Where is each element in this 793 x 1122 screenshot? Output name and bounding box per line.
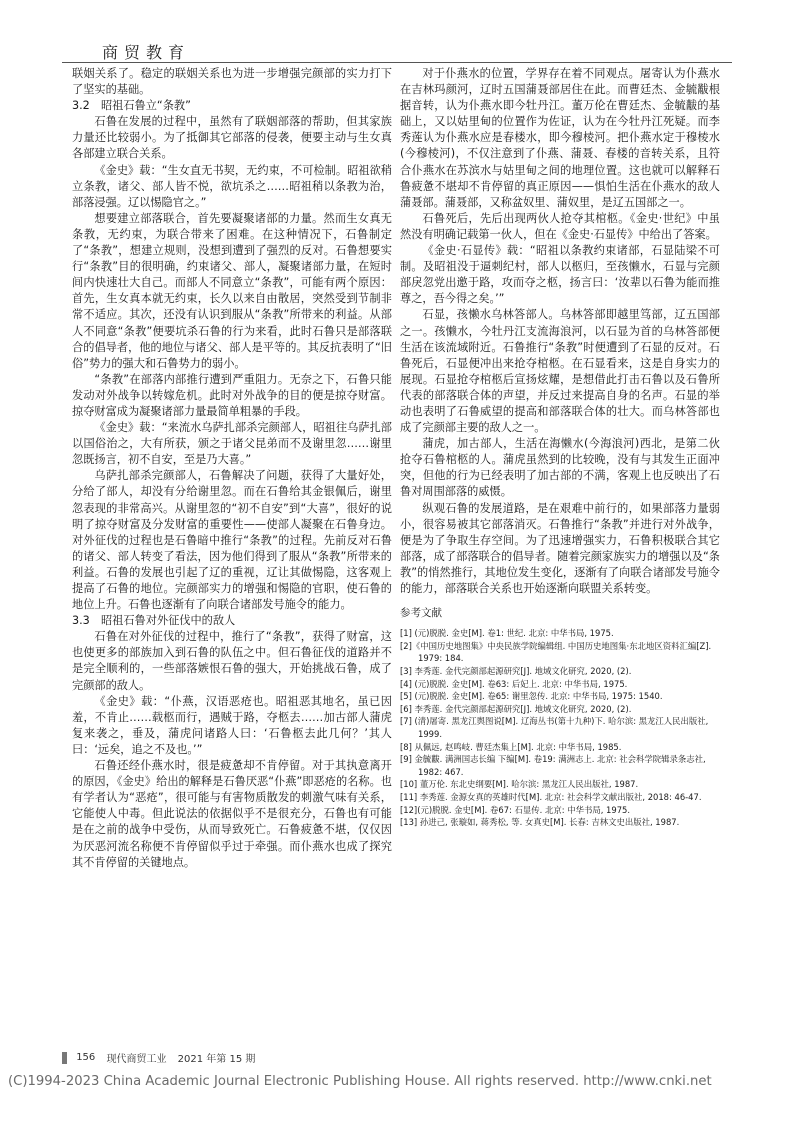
copyright-notice: (C)1994-2023 China Academic Journal Electronic Publishing House. All rights reserved. http://www.cnki.net: [8, 1074, 712, 1089]
paragraph: 想要建立部落联合，首先要凝聚诸部的力量。然而生女真无条教，无约束，为联合带来了困难。在这种情况下，石鲁制定了“条教”，想建立规则，没想到遭到了强烈的反对。石鲁想要实行“条教”目的很明确，约束诸父、部人，凝聚诸部力量，在短时间内快速壮大自己。而部人不同意立“条教”，可能有两个原因：首先，生女真本就无约束，长久以来自由散居，突然受到节制非常不适应。其次，还没有认识到服从“条教”所带来的利益。从部人不同意“条教”便要坑杀石鲁的行为来看，此时石鲁只是部落联合的倡导者，他的地位与诸父、部人是平等的。其反抗表明了“旧俗”势力的强大和石鲁势力的弱小。: [72, 211, 392, 370]
paragraph: “条教”在部落内部推行遭到严重阻力。无奈之下，石鲁只能发动对外战争以转嫁危机。此时对外战争的目的便是掠夺财富。掠夺财富成为凝聚诸部力量最简单粗暴的手段。: [72, 372, 392, 418]
reference-item: [4] (元)脱脱. 金史[M]. 卷63: 后妃上. 北京: 中华书局, 1975.: [400, 678, 628, 689]
references-list: [400, 627, 720, 829]
reference-item: [5] (元)脱脱. 金史[M]. 卷65: 谢里忽传. 北京: 中华书局, 1975: 1540.: [400, 691, 663, 702]
section-heading: 3.3 昭祖石鲁对外征伐中的敌人: [72, 614, 236, 628]
reference-item: [7] (清)屠寄. 黑龙江舆图说[M]. 辽海丛书(第十九种)下. 哈尔滨: 黑龙江人民出版社, 1999.: [400, 716, 709, 739]
journal-issue: 2021 年第 15 期: [177, 1054, 256, 1065]
reference-item: [9] 金毓黻. 满洲国志长编 下编[M]. 卷19: 满洲志上. 北京: 社会科学院辑录条志社, 1982: 467.: [400, 754, 706, 777]
reference-item: [12](元)脱脱. 金史[M]. 卷67: 石显传. 北京: 中华书局, 1975.: [400, 804, 631, 815]
reference-item: [2]《中国历史地图集》中央民族学院编辑组. 中国历史地图集·东北地区资料汇编[Z]. 1979: 184.: [400, 640, 712, 664]
header-rule: [62, 62, 732, 63]
reference-item: [3] 李秀莲. 金代完颜部起源研究[J]. 地域文化研究, 2020, (2).: [400, 665, 632, 676]
references-heading: 参考文献: [400, 607, 442, 620]
paragraph: 石鲁还经仆燕水时，很是疲惫却不肯停留。对于其执意离开的原因，《金史》给出的解释是石鲁厌恶“仆燕”即恶疮的名称。也有学者认为“恶疮”，很可能与有害物质散发的刺激气味有关系，它能使人中毒。但此说法的依据似乎不是很充分，石鲁也有可能是在之前的战争中受伤，从而导致死亡。石鲁疲惫不堪，仅仅因为厌恶河流名称便不肯停留似乎过于牵强。而仆燕水也成了探究其不肯停留的关键地点。: [72, 759, 392, 869]
reference-item: [1] (元)脱脱. 金史[M]. 卷1: 世纪. 北京: 中华书局, 1975.: [400, 628, 614, 639]
reference-item: [6] 李秀莲. 金代完颜部起源研究[J]. 地域文化研究, 2020, (2).: [400, 703, 632, 714]
right-column: [400, 66, 720, 829]
reference-item: [8] 从佩远, 赵鸣岐. 曹廷杰集上[M]. 北京: 中华书局, 1985.: [400, 741, 622, 752]
section-title: 商贸教育: [102, 43, 191, 62]
paragraph: 石鲁在对外征伐的过程中，推行了“条教”，获得了财富，这也使更多的部族加入到石鲁的队伍之中。但石鲁征伐的道路并不是完全顺利的，一些部落嫉恨石鲁的强大，开始挑战石鲁，成了完颜部的敌人。: [72, 630, 392, 692]
paragraph: 《金史·石显传》载：“昭祖以条教约束诸部，石显陆梁不可制。及昭祖没于逼刺纪村，部人以柩归，至孩懒水，石显与完颜部戾忽党出邀于路，攻而夺之柩，扬言曰：‘汝辈以石鲁为能而推尊之，吾今得之矣。’”: [400, 244, 720, 306]
footer-marker: [62, 1052, 67, 1064]
page-number: 156: [76, 1052, 96, 1063]
left-column: [72, 66, 392, 871]
paragraph: 纵观石鲁的发展道路，是在艰难中前行的，如果部落力量弱小，很容易被其它部落消灭。石鲁推行“条教”并进行对外战争，便是为了争取生存空间。为了迅速增强实力，石鲁积极联合其它部落，成了部落联合的倡导者。随着完颜家族实力的增强以及“条教”的悄然推行，其地位发生变化，逐渐有了向联合诸部发号施令的能力，部落联合关系也开始逐渐向联盟关系转变。: [400, 501, 720, 595]
paragraph: 石显，孩懒水乌林答部人。乌林答部即越里笃部，辽五国部之一。孩懒水，今牡丹江支流海浪河，以石显为首的乌林答部便生活在该流域附近。石鲁推行“条教”时便遭到了石显的反对。石鲁死后，石显便冲出来抢夺棺柩。在石显看来，这是自身实力的展现。石显抢夺棺柩后宣扬炫耀，是想借此打击石鲁以及石鲁所代表的部落联合体的声望，并反过来提高自身的名声。石显的举动也表明了石鲁威望的提高和部落联合体的壮大。而乌林答部也成了完颜部主要的敌人之一。: [400, 308, 720, 435]
paragraph: 石鲁死后，先后出现两伙人抢夺其棺柩。《金史·世纪》中虽然没有明确记载第一伙人，但在《金史·石显传》中给出了答案。: [400, 211, 720, 241]
page-footer: [62, 1050, 382, 1065]
journal-name: 现代商贸工业: [106, 1054, 167, 1065]
paragraph: 乌萨扎部杀完颜部人，石鲁解决了问题，获得了大量好处，分给了部人，却没有分给谢里忽。而在石鲁给其金银佩后，谢里忽表现的非常高兴。从谢里忽的“初不自安”到“大喜”，很好的说明了掠夺财富及分发财富的重要性——使部人凝聚在石鲁身边。对外征伐的过程也是石鲁暗中推行“条教”的过程。先前反对石鲁的诸父、部人转变了看法，因为他们得到了服从“条教”所带来的利益。石鲁的发展也引起了辽的重视，辽让其做惕隐，这客观上提高了石鲁的地位。完颜部实力的增强和惕隐的官职，使石鲁的地位上升。石鲁也逐渐有了向联合诸部发号施令的能力。: [72, 469, 392, 612]
running-header: [62, 36, 732, 66]
section-heading: 3.2 昭祖石鲁立“条教”: [72, 99, 191, 113]
reference-item: [10] 董万伦. 东北史纲要[M]. 哈尔滨: 黑龙江人民出版社, 1987.: [400, 779, 639, 790]
paragraph: 石鲁在发展的过程中，虽然有了联姻部落的帮助，但其家族力量还比较弱小。为了抵御其它部落的侵袭，便要主动与生女真各部建立联合关系。: [72, 115, 392, 161]
paragraph: 《金史》载：“仆燕，汉语恶疮也。昭祖恶其地名，虽已因羞，不肯止……载柩而行，遇贼于路，夺柩去……加古部人蒲虎复来袭之，垂及，蒲虎问诸路人曰：‘石鲁柩去此几何？’其人曰：‘远矣，追之不及也。’”: [72, 694, 392, 756]
paragraph: 《金史》载：“生女直无书契，无约束，不可检制。昭祖欲稍立条教，诸父、部人皆不悦，欲坑杀之……昭祖稍以条教为治，部落浸强。辽以惕隐官之。”: [72, 163, 392, 209]
paragraph: 联姻关系了。稳定的联姻关系也为进一步增强完颜部的实力打下了坚实的基础。: [72, 67, 392, 97]
reference-item: [11] 李秀莲. 金源女真的英雄时代[M]. 北京: 社会科学文献出版社, 2018: 46-47.: [400, 791, 702, 802]
paragraph: 对于仆燕水的位置，学界存在着不同观点。屠寄认为仆燕水在吉林玛颜河，辽时五国蒲聂部居住在此。而曹廷杰、金毓黻根据音转，认为仆燕水即今牡丹江。董万伦在曹廷杰、金毓黻的基础上，又以姑里甸的位置作为佐证，认为在今牡丹江死疑。而李秀莲认为仆燕水应是春楼水，即今穆棱河。把仆燕水定于穆棱水(今穆棱河)，不仅注意到了仆燕、蒲聂、春楼的音转关系，且符合仆燕水在苏滨水与姑里甸之间的地理位置。这也就可以解释石鲁疲惫不堪却不肯停留的真正原因——惧怕生活在仆燕水的敌人蒲聂部。蒲聂部，又称盆奴里、蒲奴里，是辽五国部之一。: [400, 67, 720, 209]
right-column-body: [400, 66, 720, 597]
paragraph: 蒲虎，加古部人，生活在海懒水(今海浪河)西北，是第二伙抢夺石鲁棺柩的人。蒲虎虽然到的比较晚，没有与其发生正面冲突，但他的行为已经表明了加古部的不满，客观上也反映出了石鲁对周围部落的威慑。: [400, 437, 720, 499]
reference-item: [13] 孙进己, 张璇如, 蒋秀松, 等. 女真史[M]. 长春: 吉林文史出版社, 1987.: [400, 817, 680, 828]
paragraph: 《金史》载：“来流水乌萨扎部杀完颜部人，昭祖往乌萨扎部以国俗治之，大有所获，颁之于诸父昆弟而不及谢里忽……谢里忽既扬言，初不自安，至是乃大喜。”: [72, 421, 392, 467]
